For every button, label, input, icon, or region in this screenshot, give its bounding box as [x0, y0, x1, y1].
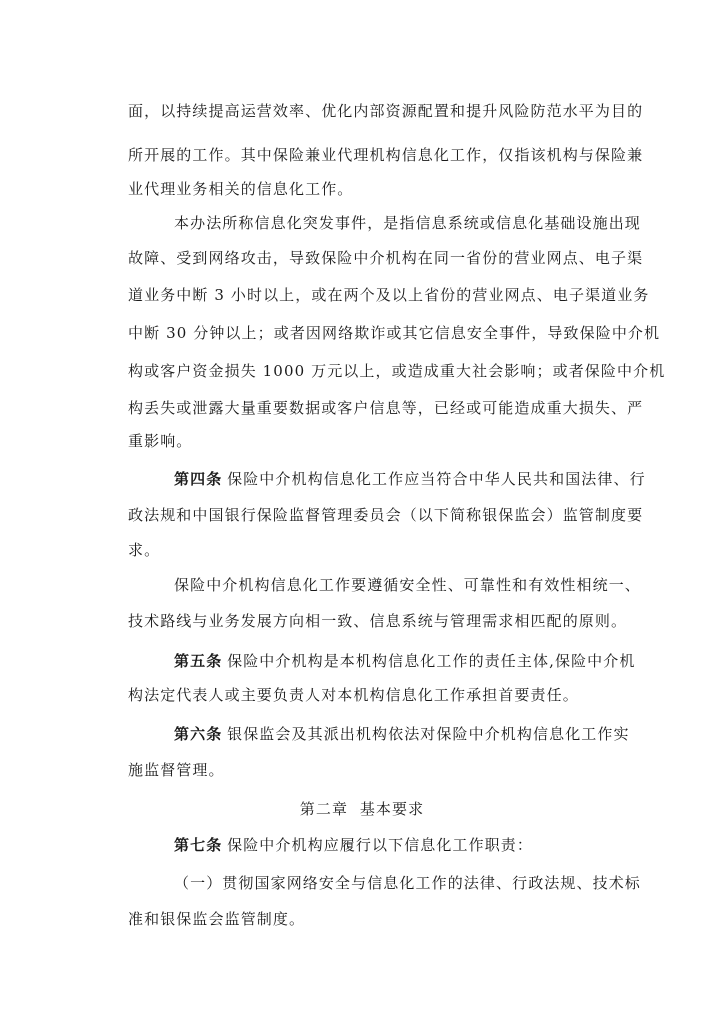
text-line: 故障、受到网络攻击，导致保险中介机构在同一省份的营业网点、电子渠 [128, 249, 644, 267]
text-line: 所开展的工作。其中保险兼业代理机构信息化工作，仅指该机构与保险兼 [128, 146, 644, 164]
article-6-line: 第六条 银保监会及其派出机构依法对保险中介机构信息化工作实 [174, 725, 630, 743]
text-line: 求。 [128, 541, 161, 559]
text-line: 准和银保监会监管制度。 [128, 910, 306, 928]
article-heading: 第五条 [174, 652, 223, 670]
text-line: 技术路线与业务发展方向相一致、信息系统与管理需求相匹配的原则。 [128, 612, 628, 630]
text-line: 构法定代表人或主要负责人对本机构信息化工作承担首要责任。 [128, 686, 579, 704]
text-line: 保险中介机构信息化工作要遵循安全性、可靠性和有效性相统一、 [174, 576, 641, 594]
article-5-line: 第五条 保险中介机构是本机构信息化工作的责任主体,保险中介机 [174, 652, 636, 670]
article-heading: 第七条 [174, 836, 223, 854]
text-line: 道业务中断 3 小时以上，或在两个及以上省份的营业网点、电子渠道业务 [128, 286, 650, 304]
text-line: 重影响。 [128, 432, 193, 450]
article-heading: 第四条 [174, 470, 223, 488]
text-line: 中断 30 分钟以上；或者因网络欺诈或其它信息安全事件，导致保险中介机 [128, 324, 661, 342]
text-line: 构或客户资金损失 1000 万元以上，或造成重大社会影响；或者保险中介机 [128, 362, 666, 380]
text-line: 本办法所称信息化突发事件，是指信息系统或信息化基础设施出现 [174, 214, 641, 232]
article-heading: 第六条 [174, 725, 223, 743]
text-line: 构丢失或泄露大量重要数据或客户信息等，已经或可能造成重大损失、严 [128, 399, 644, 417]
article-4-line: 第四条 保险中介机构信息化工作应当符合中华人民共和国法律、行 [174, 470, 646, 488]
text-line: 政法规和中国银行保险监督管理委员会（以下简称银保监会）监管制度要 [128, 506, 644, 524]
text-line: 施监督管理。 [128, 761, 225, 779]
text-line: 面，以持续提高运营效率、优化内部资源配置和提升风险防范水平为目的 [128, 102, 644, 120]
text-line: 业代理业务相关的信息化工作。 [128, 180, 354, 198]
chapter-heading: 第二章 基本要求 [299, 800, 425, 818]
article-7-line: 第七条 保险中介机构应履行以下信息化工作职责： [174, 836, 533, 854]
list-item-line: （一）贯彻国家网络安全与信息化工作的法律、行政法规、技术标 [174, 874, 641, 892]
